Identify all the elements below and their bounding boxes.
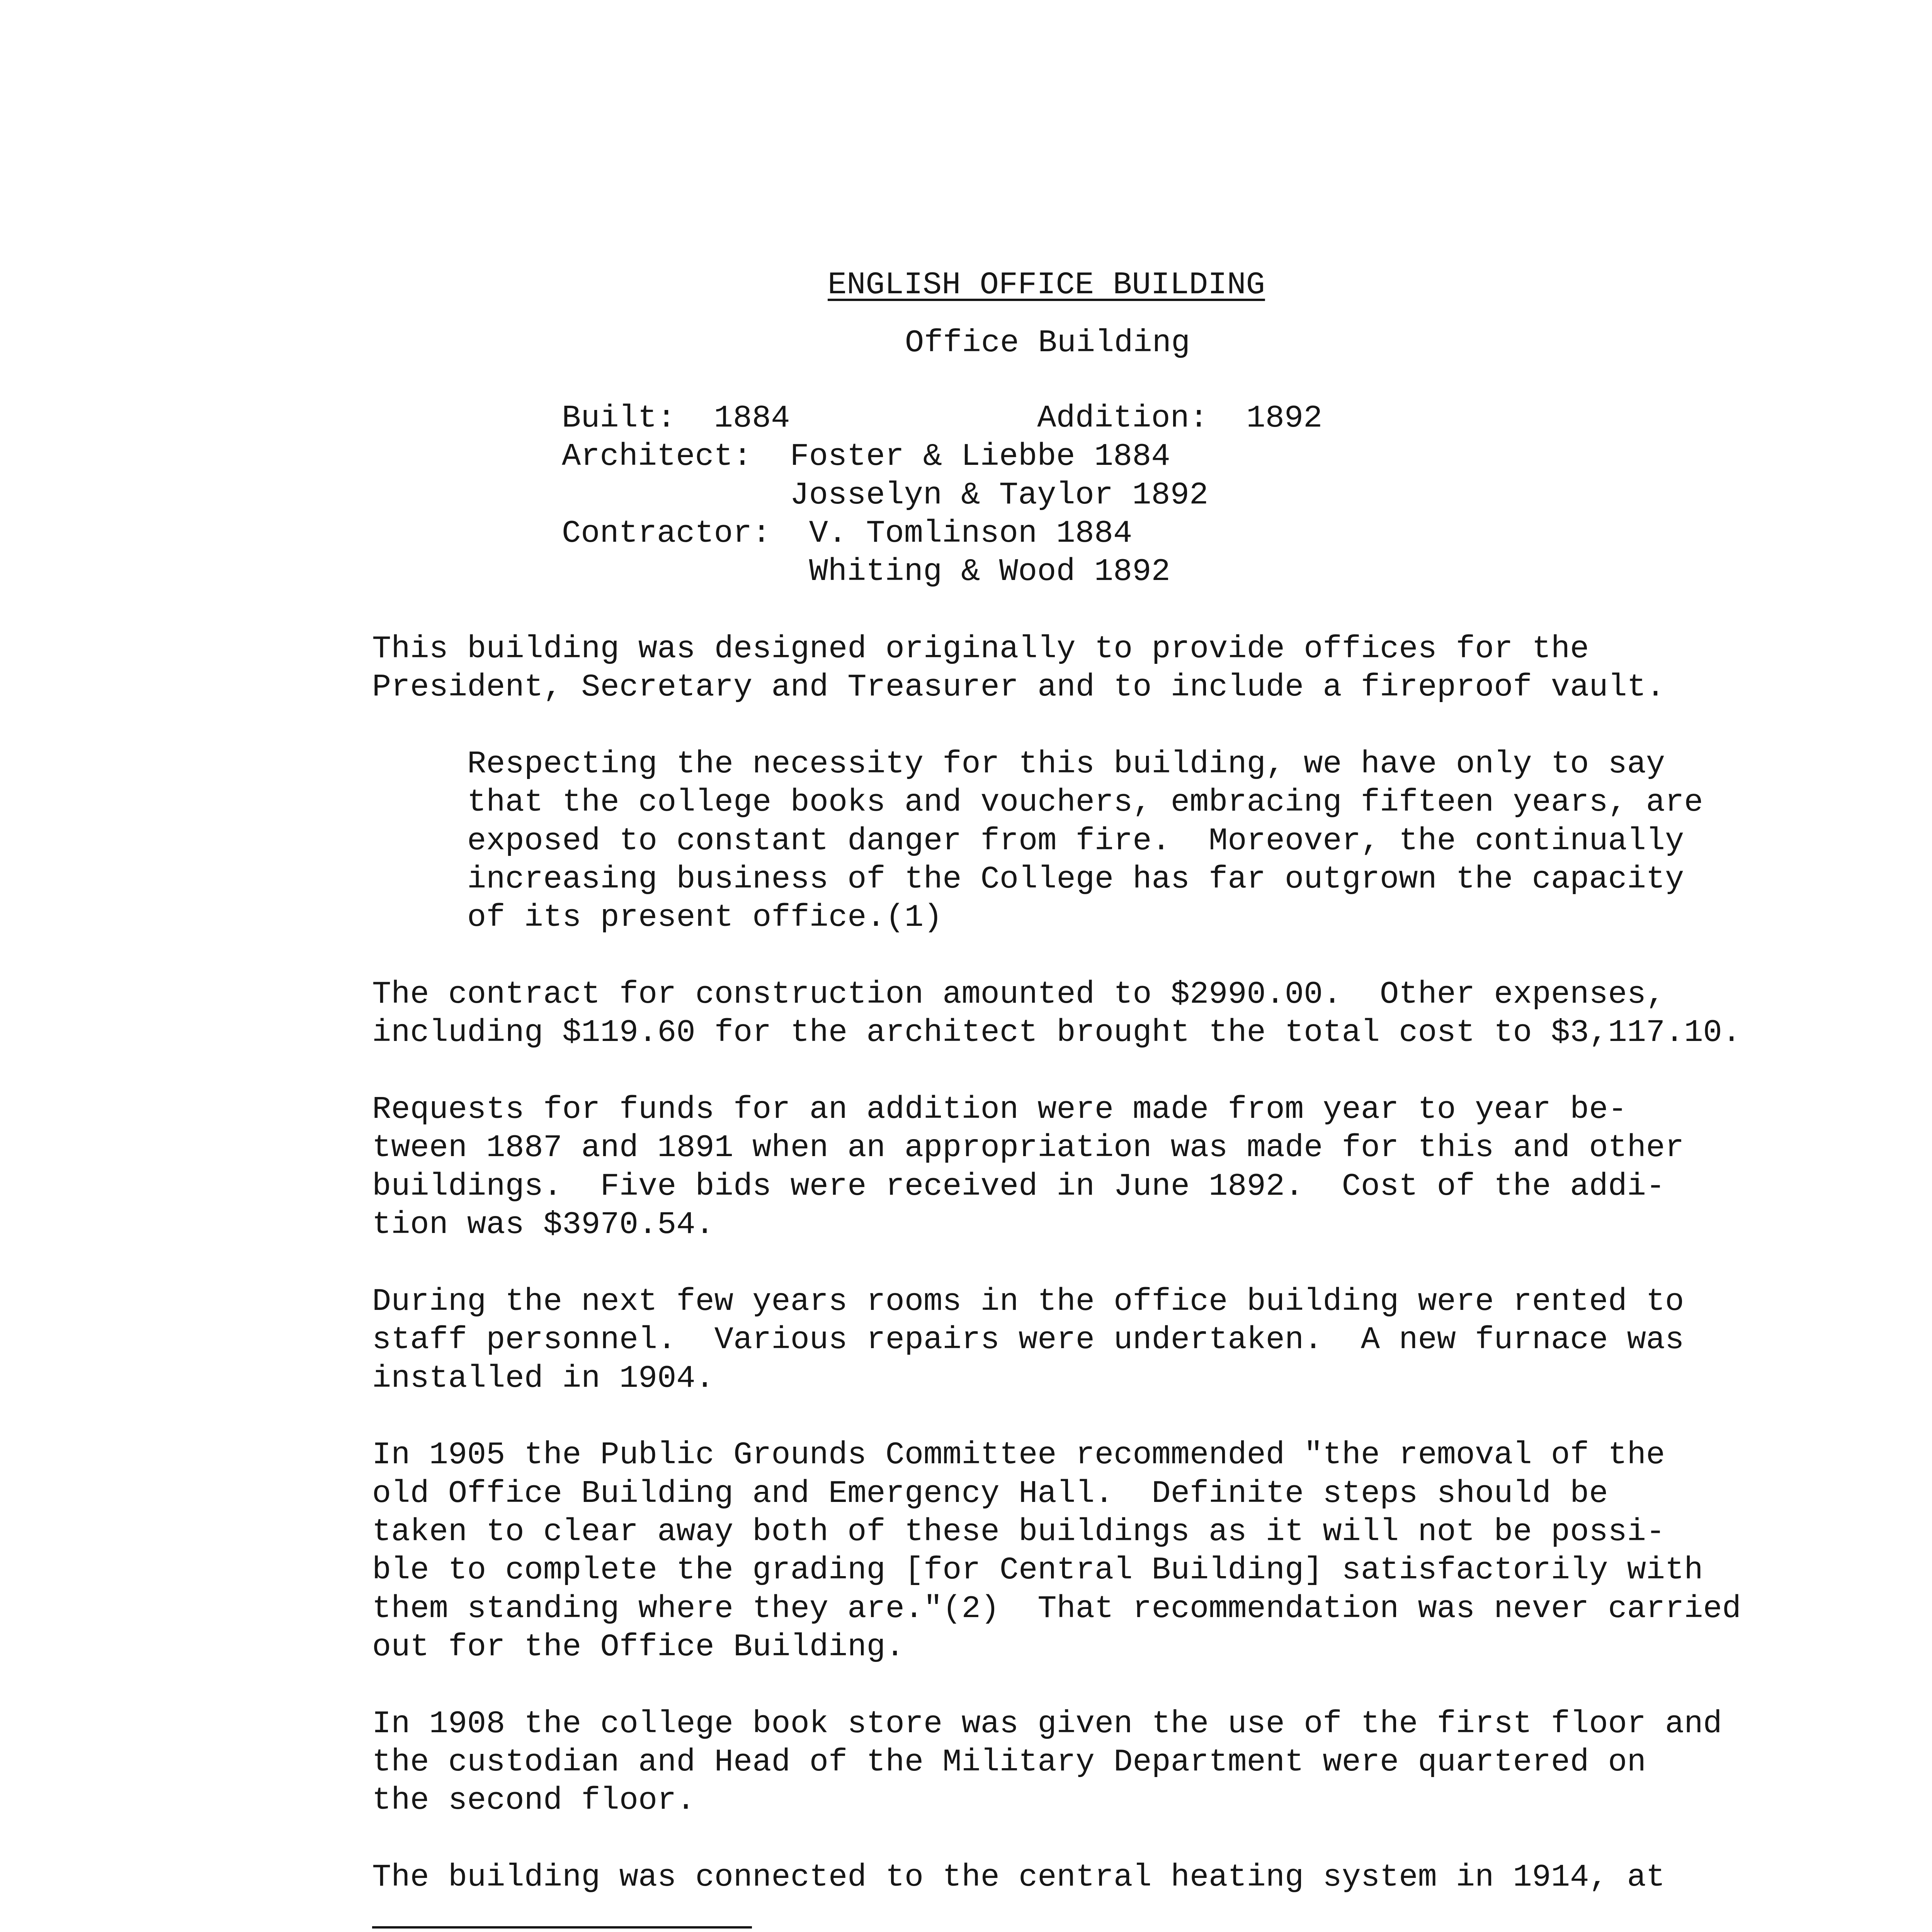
contractor-row bbox=[562, 514, 1489, 553]
footnote-rule bbox=[372, 1926, 752, 1929]
paragraph: The building was connected to the central heating system in 1914, at bbox=[372, 1859, 1665, 1895]
paragraph: This building was designed originally to provide offices for the President, Secretary and Treasurer and to include a fireproof vault. bbox=[372, 631, 1665, 706]
architect-row bbox=[562, 476, 1489, 514]
contractor-label: Contractor: bbox=[562, 515, 771, 552]
block-quote: Respecting the necessity for this building, we have only to say that the college books and vouchers, embracing fifteen years, are exposed to constant danger from fire. Moreover, the continually increasing business of the College has far outgrown the capacity of its present office.(1) bbox=[467, 746, 1703, 936]
architect-value: Josselyn & Taylor 1892 bbox=[790, 477, 1209, 513]
body-text bbox=[372, 630, 1879, 1932]
addition-value: 1892 bbox=[1246, 400, 1323, 436]
contractor-row bbox=[562, 553, 1489, 591]
architect-value: Foster & Liebbe 1884 bbox=[790, 439, 1170, 475]
paragraph: In 1908 the college book store was given the use of the first floor and the custodian and Head of the Military Department were quartered on the second floor. bbox=[372, 1706, 1722, 1819]
built-value: 1884 bbox=[714, 400, 790, 436]
architect-label: Architect: bbox=[562, 439, 752, 475]
page-subtitle: Office Building bbox=[905, 325, 1190, 361]
contractor-value: V. Tomlinson 1884 bbox=[809, 515, 1133, 552]
page-title: ENGLISH OFFICE BUILDING bbox=[828, 267, 1265, 303]
architect-row bbox=[562, 437, 1489, 476]
paragraph: In 1905 the Public Grounds Committee recommended "the removal of the old Office Building and Emergency Hall. Definite steps should be taken to clear away both of these buildings as it will not be possi- ble to complete the grading [for Central Building] satisfactorily with them standing where they are."(2) That recommendation was never carried out for the Office Building. bbox=[372, 1437, 1741, 1665]
paragraph: The contract for construction amounted to $2990.00. Other expenses, including $119.60 for the architect brought the total cost to $3,117.10. bbox=[372, 976, 1741, 1051]
contractor-value: Whiting & Wood 1892 bbox=[809, 554, 1170, 590]
paragraph: Requests for funds for an addition were made from year to year be- tween 1887 and 1891 when an appropriation was made for this and other buildings. Five bids were received in June 1892. Cost of the addi- tion was $3970.54. bbox=[372, 1092, 1684, 1243]
building-details bbox=[562, 399, 1489, 591]
paragraph: During the next few years rooms in the office building were rented to staff personnel. Various repairs were undertaken. A new furnace was installed in 1904. bbox=[372, 1283, 1684, 1396]
built-label: Built: bbox=[562, 400, 676, 436]
built-row bbox=[562, 399, 1489, 437]
addition-label: Addition: bbox=[1037, 400, 1209, 436]
